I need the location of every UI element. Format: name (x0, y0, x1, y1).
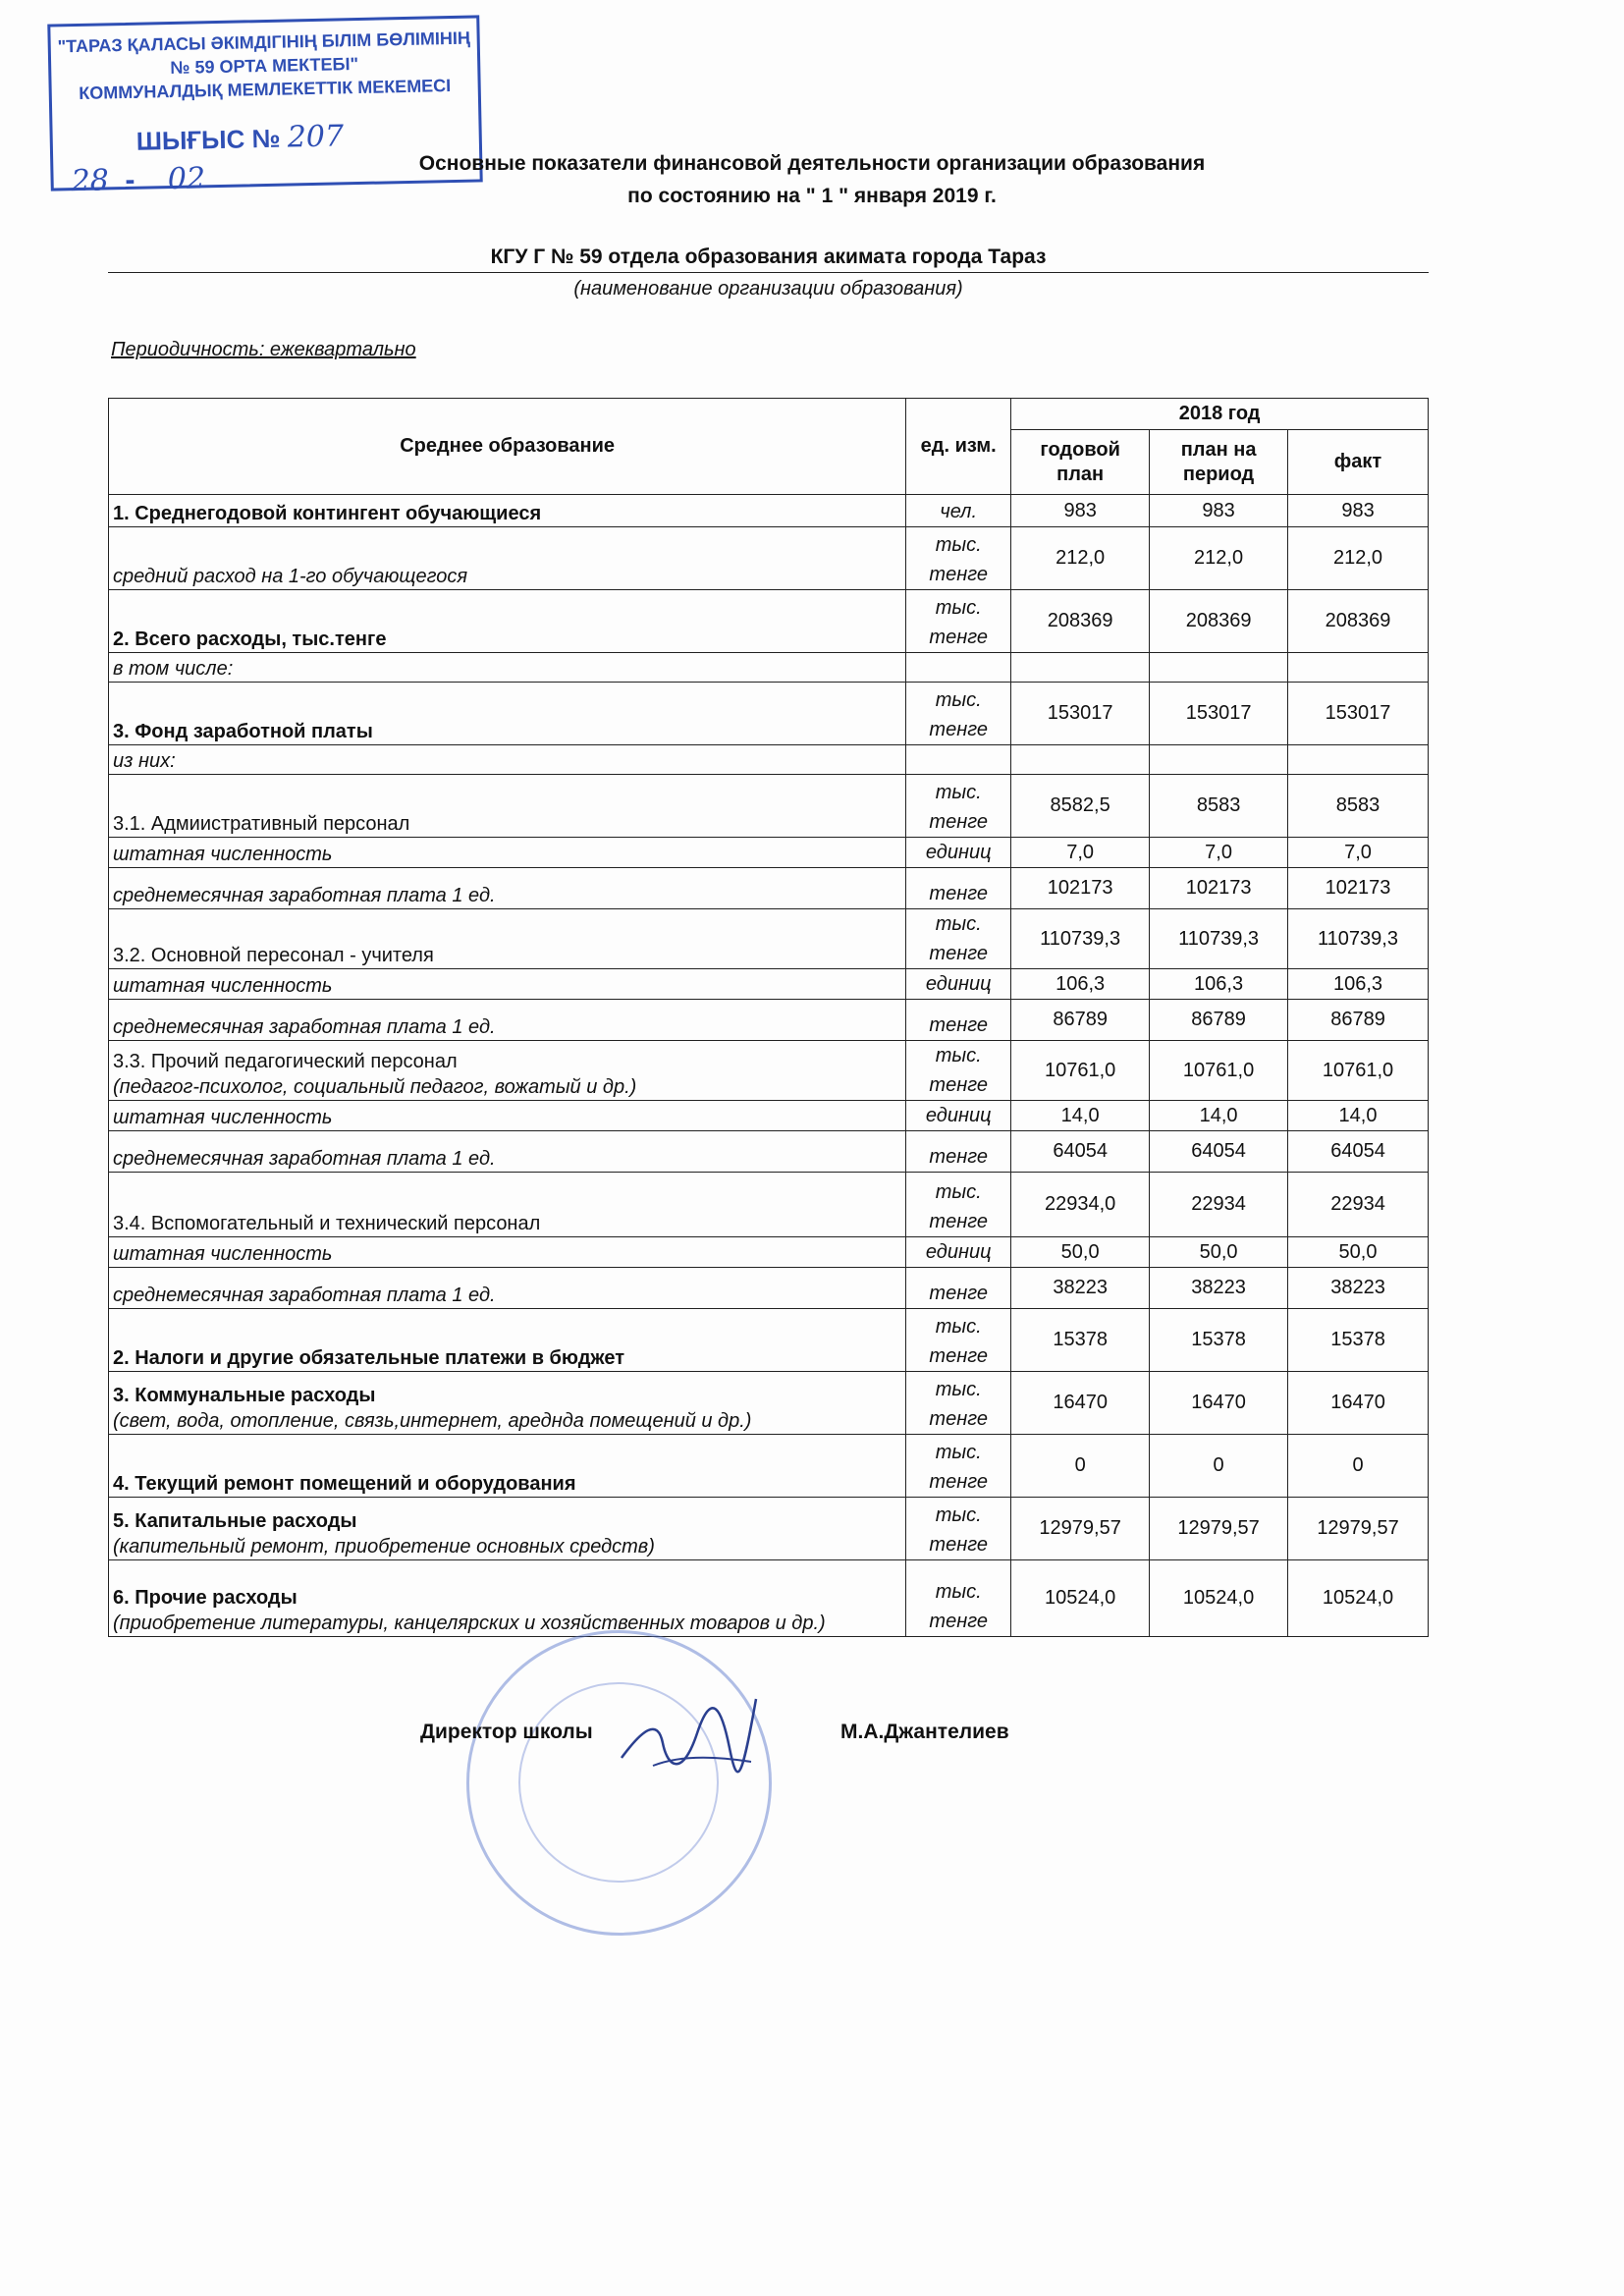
cell-annual-plan: 208369 (1011, 590, 1150, 653)
cell-fact: 10524,0 (1288, 1560, 1429, 1637)
row-label (109, 1101, 906, 1131)
cell-period-plan: 106,3 (1150, 969, 1288, 1000)
stamp-line-1: "ТАРАЗ ҚАЛАСЫ ӘКІМДІГІНІҢ БІЛІМ БӨЛІМІНІҢ (57, 27, 471, 57)
row-label (109, 1309, 906, 1372)
stamp-month: 02 (167, 161, 206, 197)
cell-fact: 64054 (1288, 1131, 1429, 1173)
cell-period-plan (1150, 745, 1288, 775)
cell-annual-plan (1011, 745, 1150, 775)
cell-period-plan: 16470 (1150, 1372, 1288, 1435)
row-label-text: 5. Капитальные расходы (113, 1510, 357, 1532)
row-label (109, 969, 906, 1000)
row-label-text: штатная численность (113, 975, 333, 997)
table-row (109, 1237, 1429, 1268)
cell-fact: 38223 (1288, 1268, 1429, 1309)
row-label-text: среднемесячная заработная плата 1 ед. (113, 1285, 496, 1306)
row-unit: тыс. тенге (906, 1435, 1011, 1498)
row-label-text: 4. Текущий ремонт помещений и оборудования (113, 1473, 576, 1495)
cell-fact: 153017 (1288, 683, 1429, 745)
signatory-role: Директор школы (420, 1721, 593, 1743)
cell-annual-plan: 983 (1011, 495, 1150, 527)
row-label (109, 1498, 906, 1560)
row-unit: тыс. тенге (906, 1498, 1011, 1560)
row-label (109, 1268, 906, 1309)
cell-fact: 983 (1288, 495, 1429, 527)
cell-fact (1288, 745, 1429, 775)
table-row (109, 775, 1429, 838)
row-unit: тыс. тенге (906, 527, 1011, 590)
cell-period-plan: 10524,0 (1150, 1560, 1288, 1637)
cell-annual-plan: 7,0 (1011, 838, 1150, 868)
row-label-text: 3.3. Прочий педагогический персонал (113, 1051, 458, 1072)
row-label (109, 868, 906, 909)
cell-annual-plan: 102173 (1011, 868, 1150, 909)
cell-period-plan (1150, 653, 1288, 683)
stamp-line-3: КОММУНАЛДЫҚ МЕМЛЕКЕТТІК МЕКЕМЕСІ (79, 76, 452, 103)
cell-fact: 15378 (1288, 1309, 1429, 1372)
cell-fact: 110739,3 (1288, 909, 1429, 969)
row-label-text: 2. Всего расходы, тыс.тенге (113, 629, 387, 650)
row-label-text: среднемесячная заработная плата 1 ед. (113, 1016, 496, 1038)
table-row (109, 590, 1429, 653)
table-row (109, 1101, 1429, 1131)
row-unit: тыс. тенге (906, 683, 1011, 745)
row-label-text: штатная численность (113, 844, 333, 865)
row-label-note: (свет, вода, отопление, связь,интернет, ареднда помещений и др.) (113, 1410, 752, 1432)
cell-annual-plan: 64054 (1011, 1131, 1150, 1173)
row-label-text: 1. Среднегодовой контингент обучающиеся (113, 503, 542, 524)
table-body (109, 495, 1429, 1637)
cell-fact: 106,3 (1288, 969, 1429, 1000)
cell-annual-plan: 86789 (1011, 1000, 1150, 1041)
row-unit (906, 745, 1011, 775)
table-row (109, 1309, 1429, 1372)
row-label (109, 1372, 906, 1435)
row-label (109, 495, 906, 527)
header-annual-plan: годовой план (1011, 430, 1150, 495)
cell-fact: 10761,0 (1288, 1041, 1429, 1101)
cell-fact: 12979,57 (1288, 1498, 1429, 1560)
row-label (109, 838, 906, 868)
cell-period-plan: 102173 (1150, 868, 1288, 909)
cell-annual-plan: 212,0 (1011, 527, 1150, 590)
row-unit: единиц (906, 969, 1011, 1000)
table-row (109, 868, 1429, 909)
cell-period-plan: 50,0 (1150, 1237, 1288, 1268)
stamp-line-2: № 59 ОРТА МЕКТЕБІ" (170, 54, 359, 79)
row-unit: тенге (906, 1131, 1011, 1173)
row-label-text: среднемесячная заработная плата 1 ед. (113, 885, 496, 906)
table-row (109, 1498, 1429, 1560)
cell-fact: 22934 (1288, 1173, 1429, 1237)
table-row (109, 527, 1429, 590)
header-unit: ед. изм. (906, 399, 1011, 495)
cell-annual-plan: 15378 (1011, 1309, 1150, 1372)
cell-fact: 0 (1288, 1435, 1429, 1498)
stamp-day: 28 (71, 163, 110, 199)
cell-fact: 14,0 (1288, 1101, 1429, 1131)
cell-fact: 8583 (1288, 775, 1429, 838)
table-row (109, 838, 1429, 868)
table-row (109, 1268, 1429, 1309)
cell-annual-plan: 22934,0 (1011, 1173, 1150, 1237)
row-unit: тенге (906, 868, 1011, 909)
row-label (109, 1131, 906, 1173)
row-unit: единиц (906, 1101, 1011, 1131)
row-label (109, 1041, 906, 1101)
organization-name: КГУ Г № 59 отдела образования акимата города Тараз (490, 246, 1047, 268)
row-unit: единиц (906, 1237, 1011, 1268)
row-label-text: 3.2. Основной пересонал - учителя (113, 945, 434, 966)
header-fact: факт (1288, 430, 1429, 495)
cell-annual-plan: 106,3 (1011, 969, 1150, 1000)
row-label (109, 527, 906, 590)
row-label-text: 3. Коммунальные расходы (113, 1385, 376, 1406)
row-label-text: штатная численность (113, 1243, 333, 1265)
row-label (109, 1435, 906, 1498)
row-label (109, 653, 906, 683)
row-unit: тыс. тенге (906, 1041, 1011, 1101)
row-label (109, 775, 906, 838)
stamp-reg-number: 207 (287, 119, 345, 155)
cell-annual-plan: 16470 (1011, 1372, 1150, 1435)
cell-annual-plan: 50,0 (1011, 1237, 1150, 1268)
row-unit: тыс. тенге (906, 775, 1011, 838)
row-label (109, 745, 906, 775)
cell-period-plan: 12979,57 (1150, 1498, 1288, 1560)
signatory-name: М.А.Джантелиев (840, 1721, 1009, 1743)
cell-period-plan: 212,0 (1150, 527, 1288, 590)
cell-period-plan: 8583 (1150, 775, 1288, 838)
document-title: Основные показатели финансовой деятельности организации образования (418, 152, 1206, 175)
row-label (109, 1560, 906, 1637)
row-label-text: средний расход на 1-го обучающегося (113, 566, 468, 587)
row-label (109, 1000, 906, 1041)
row-unit (906, 653, 1011, 683)
row-label (109, 1173, 906, 1237)
cell-annual-plan: 10524,0 (1011, 1560, 1150, 1637)
cell-period-plan: 86789 (1150, 1000, 1288, 1041)
row-label-note: (педагог-психолог, социальный педагог, вожатый и др.) (113, 1076, 637, 1098)
row-label (109, 909, 906, 969)
cell-fact: 7,0 (1288, 838, 1429, 868)
row-unit: чел. (906, 495, 1011, 527)
row-label-text: 6. Прочие расходы (113, 1587, 298, 1609)
row-unit: тыс. тенге (906, 590, 1011, 653)
cell-period-plan: 7,0 (1150, 838, 1288, 868)
row-label-text: 2. Налоги и другие обязательные платежи в бюджет (113, 1347, 624, 1369)
cell-period-plan: 22934 (1150, 1173, 1288, 1237)
row-label-note: (капительный ремонт, приобретение основных средств) (113, 1536, 655, 1558)
table-row (109, 1173, 1429, 1237)
row-unit: тыс. тенге (906, 909, 1011, 969)
row-label-note: (приобретение литературы, канцелярских и хозяйственных товаров и др.) (113, 1613, 826, 1634)
table-row (109, 653, 1429, 683)
row-label-text: штатная численность (113, 1107, 333, 1128)
cell-annual-plan: 153017 (1011, 683, 1150, 745)
cell-annual-plan (1011, 653, 1150, 683)
cell-period-plan: 38223 (1150, 1268, 1288, 1309)
cell-annual-plan: 10761,0 (1011, 1041, 1150, 1101)
header-period-plan: план на период (1150, 430, 1288, 495)
stamp-reg-label: ШЫҒЫС № (135, 123, 281, 156)
cell-fact: 50,0 (1288, 1237, 1429, 1268)
cell-period-plan: 983 (1150, 495, 1288, 527)
row-label (109, 683, 906, 745)
cell-fact: 212,0 (1288, 527, 1429, 590)
table-row (109, 745, 1429, 775)
cell-fact (1288, 653, 1429, 683)
table-row (109, 1131, 1429, 1173)
cell-annual-plan: 12979,57 (1011, 1498, 1150, 1560)
cell-fact: 102173 (1288, 868, 1429, 909)
cell-annual-plan: 38223 (1011, 1268, 1150, 1309)
cell-period-plan: 10761,0 (1150, 1041, 1288, 1101)
table-row (109, 1435, 1429, 1498)
organization-caption: (наименование организации образования) (573, 278, 963, 300)
cell-annual-plan: 0 (1011, 1435, 1150, 1498)
row-label-text: из них: (113, 750, 176, 772)
table-row (109, 1372, 1429, 1435)
document-date-line: по состоянию на " 1 " января 2019 г. (627, 185, 997, 207)
row-label-text: 3.4. Вспомогательный и технический персонал (113, 1213, 541, 1234)
cell-annual-plan: 8582,5 (1011, 775, 1150, 838)
table-row (109, 495, 1429, 527)
cell-fact: 16470 (1288, 1372, 1429, 1435)
cell-period-plan: 64054 (1150, 1131, 1288, 1173)
row-unit: тенге (906, 1268, 1011, 1309)
cell-period-plan: 0 (1150, 1435, 1288, 1498)
row-unit: тыс. тенге (906, 1309, 1011, 1372)
row-label-text: 3. Фонд заработной платы (113, 721, 373, 742)
header-section: Среднее образование (109, 399, 906, 495)
signature (614, 1689, 761, 1797)
row-unit: единиц (906, 838, 1011, 868)
cell-period-plan: 14,0 (1150, 1101, 1288, 1131)
table-row (109, 909, 1429, 969)
cell-period-plan: 110739,3 (1150, 909, 1288, 969)
row-label (109, 1237, 906, 1268)
cell-period-plan: 15378 (1150, 1309, 1288, 1372)
header-year: 2018 год (1011, 399, 1429, 430)
row-unit: тыс. тенге (906, 1173, 1011, 1237)
row-unit: тенге (906, 1000, 1011, 1041)
cell-fact: 208369 (1288, 590, 1429, 653)
row-unit: тыс. тенге (906, 1372, 1011, 1435)
organization-underline (108, 272, 1429, 273)
row-label-text: 3.1. Адмиистративный персонал (113, 813, 410, 835)
periodicity: Периодичность: ежеквартально (111, 339, 416, 360)
row-unit: тыс. тенге (906, 1560, 1011, 1637)
financial-indicators-table (108, 398, 1429, 1637)
table-row (109, 1041, 1429, 1101)
stamp-date: 28 - 02 (71, 161, 206, 199)
row-label-text: среднемесячная заработная плата 1 ед. (113, 1148, 496, 1170)
table-row (109, 1000, 1429, 1041)
table-row (109, 1560, 1429, 1637)
table-row (109, 969, 1429, 1000)
row-label (109, 590, 906, 653)
cell-annual-plan: 110739,3 (1011, 909, 1150, 969)
cell-period-plan: 153017 (1150, 683, 1288, 745)
cell-annual-plan: 14,0 (1011, 1101, 1150, 1131)
table-row (109, 683, 1429, 745)
cell-period-plan: 208369 (1150, 590, 1288, 653)
cell-fact: 86789 (1288, 1000, 1429, 1041)
row-label-text: в том числе: (113, 658, 234, 680)
